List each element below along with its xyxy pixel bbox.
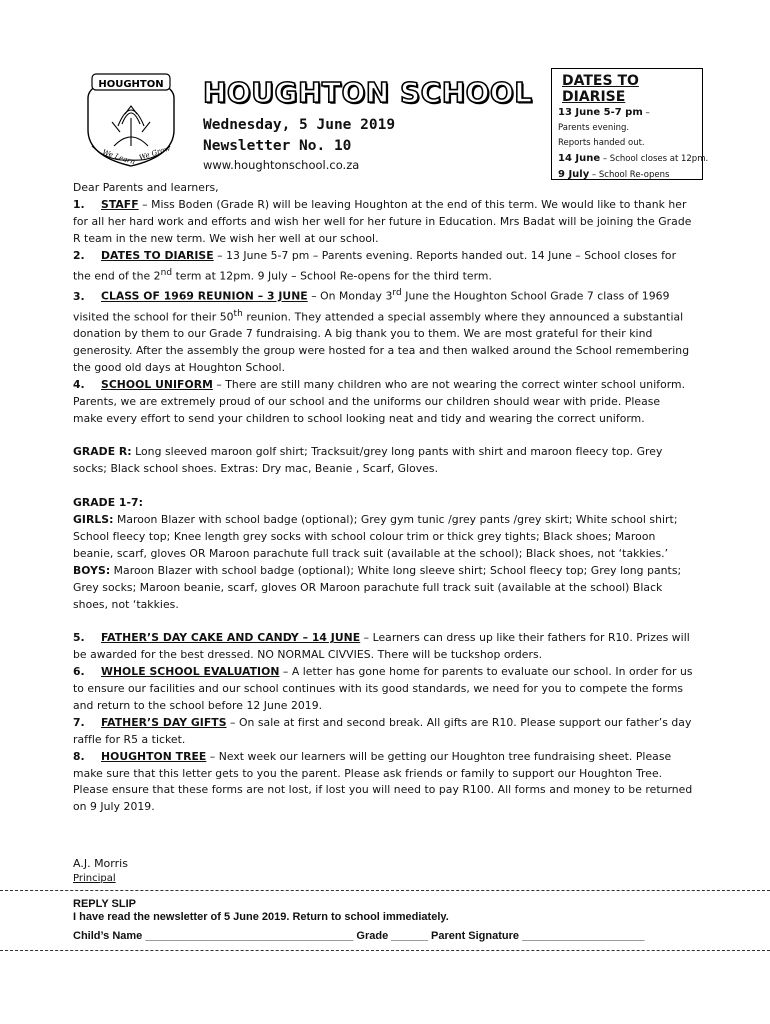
dates-to-diarise-box	[551, 68, 709, 180]
crest-name-text: HOUGHTON	[98, 79, 164, 90]
grade-r-uniform: GRADE R: Long sleeved maroon golf shirt; Tracksuit/grey long pants with shirt and maroon fleecy top. Grey socks; Black school shoes. Extras: Dry mac, Beanie , Scarf, Gloves.	[73, 445, 663, 476]
boys-uniform: BOYS: Maroon Blazer with school badge (optional); White long sleeve shirt; School fleecy top; Grey long pants; Grey socks; Maroon beanie, scarf, gloves OR Maroon parachute full track suit (available at the school) Black shoes, not ‘takkies.	[73, 563, 682, 611]
signature-name: A.J. Morris	[73, 857, 128, 870]
diary-entry: Reports handed out.	[558, 138, 645, 148]
diary-entry: 13 June 5-7 pm –	[558, 107, 650, 118]
reply-slip-title: REPLY SLIP	[73, 898, 136, 910]
item-fathers-day-gifts: 7. FATHER’S DAY GIFTS – On sale at first and second break. All gifts are R10. Please support our father’s day raffle for R5 a ticket.	[73, 715, 692, 746]
school-website[interactable]: www.houghtonschool.co.za	[203, 158, 360, 172]
item-reunion: 3. CLASS OF 1969 REUNION – 3 JUNE – On Monday 3rd June the Houghton School Grade 7 class of 1969 visited the school for their 50th reunion. They attended a special assembly where they announced a substantial donation by them to our Grade 7 fundraising. A big thank you to them. We are most grateful for their kind generosity. After the assembly the group were hosted for a tea and then walked around the School remembering the good old days at Houghton School.	[73, 288, 690, 374]
school-crest-logo	[78, 68, 184, 168]
crest-motto-left: We Learn	[101, 148, 137, 167]
item-houghton-tree: 8. HOUGHTON TREE – Next week our learners will be getting our Houghton tree fundraising sheet. Please make sure that this letter gets to you the parent. Please ask friends or family to support our Houghton Tree. Please ensure that these forms are not lost, if lost you will need to pay R100. All forms and money to be returned on 9 July 2019.	[73, 749, 693, 814]
item-school-evaluation: 6. WHOLE SCHOOL EVALUATION – A letter has gone home for parents to evaluate our school. In order for us to ensure our facilities and our school continues with its good standards, we need for you to compete the forms and return to the school before 12 June 2019.	[73, 665, 693, 712]
diary-entry: Parents evening.	[558, 123, 630, 133]
crest-motto-right: We Grow	[138, 144, 172, 162]
item-fathers-day-cake: 5. FATHER’S DAY CAKE AND CANDY – 14 JUNE – Learners can dress up like their fathers for R10. Prizes will be awarded for the best dressed. NO NORMAL CIVVIES. There will be tuckshop orders.	[73, 631, 690, 662]
item-staff: 1. STAFF – Miss Boden (Grade R) will be leaving Houghton at the end of this term. We would like to thank her for all her hard work and efforts and wish her well for her future in Education. Mrs Badat will be joining the Grade R team in the new term. We wish her well at our school.	[73, 197, 692, 245]
reply-slip-fields[interactable]: Child’s Name __________________________________ Grade ______ Parent Signature ____________________	[73, 930, 645, 942]
newsletter-date: Wednesday, 5 June 2019	[203, 117, 396, 133]
diary-entry: 14 June – School closes at 12pm.	[558, 153, 709, 164]
cut-line-top	[0, 890, 770, 891]
cut-line-bottom	[0, 950, 770, 951]
diary-entry: 9 July – School Re-opens	[558, 169, 670, 180]
signature-role: Principal	[73, 873, 116, 884]
newsletter-issue: Newsletter No. 10	[203, 138, 352, 154]
item-uniform: 4. SCHOOL UNIFORM – There are still many children who are not wearing the correct winter school uniform. Parents, we are extremely proud of our school and the uniforms our children should wear with pride. Please make every effort to send your children to school looking neat and tidy and wearing the correct uniform.	[73, 377, 686, 425]
grade-1-7-heading: GRADE 1-7:	[73, 496, 143, 510]
reply-slip-statement: I have read the newsletter of 5 June 2019. Return to school immediately.	[73, 911, 449, 923]
greeting: Dear Parents and learners,	[73, 181, 219, 194]
item-dates: 2. DATES TO DIARISE – 13 June 5-7 pm – Parents evening. Reports handed out. 14 June – School closes for the end of the 2nd term at 12pm. 9 July – School Re-opens for the third term.	[73, 248, 677, 283]
girls-uniform: GIRLS: Maroon Blazer with school badge (optional); Grey gym tunic /grey pants /grey skirt; White school shirt; School fleecy top; Knee length grey socks with school colour trim or thick grey tights; Black shoes; Maroon beanie, scarf, gloves OR Maroon parachute full track suit (available at the school); Black shoes, not ‘takkies.’	[73, 512, 678, 560]
diary-title: DATES TO DIARISE	[562, 73, 639, 105]
school-name-title: HOUGHTON SCHOOL	[203, 76, 533, 109]
newsletter-body	[73, 180, 693, 816]
